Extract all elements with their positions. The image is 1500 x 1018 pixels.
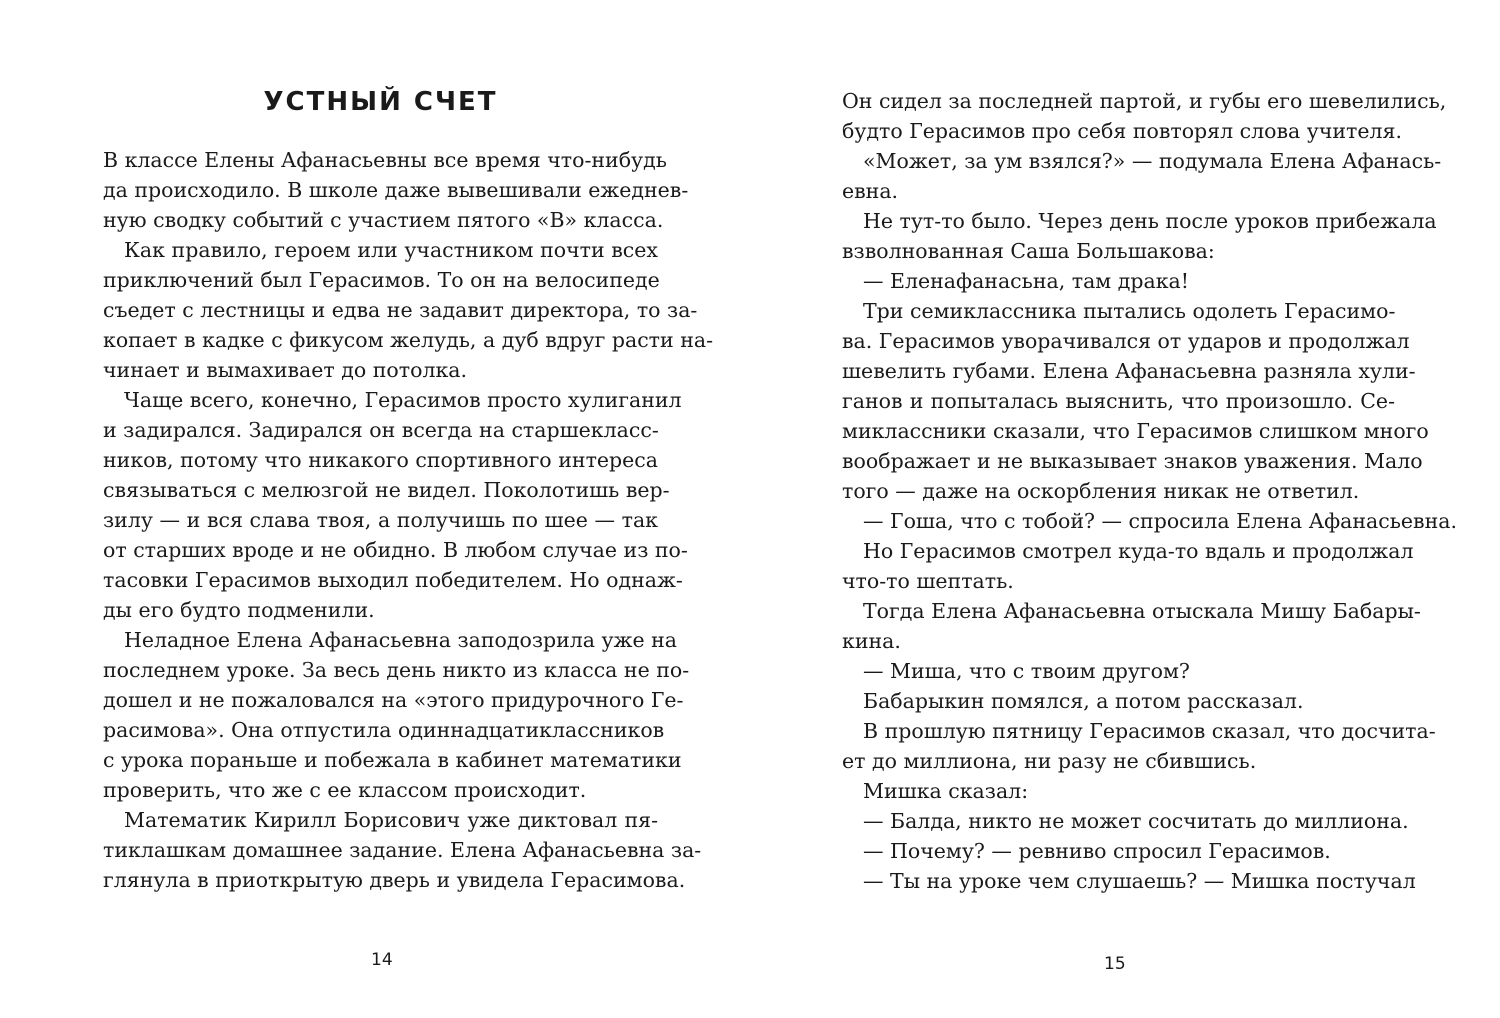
left-page: [103, 0, 714, 1018]
left-page-text: [103, 145, 714, 895]
text-line: В классе Елены Афанасьевны все время что-нибудь: [103, 148, 667, 172]
text-line: копает в кадке с фикусом желудь, а дуб вдруг расти на-: [103, 328, 714, 352]
text-line: — Миша, что с твоим другом?: [863, 659, 1190, 683]
text-line: ет до миллиона, ни разу не сбившись.: [842, 749, 1257, 773]
text-line: расимова». Она отпустила одиннадцатиклассников: [103, 718, 665, 742]
text-line: шевелить губами. Елена Афанасьевна разняла хули-: [842, 359, 1416, 383]
text-line: последнем уроке. За весь день никто из класса не по-: [103, 658, 690, 682]
text-line: да происходило. В школе даже вывешивали ежеднев-: [103, 178, 689, 202]
text-line: Неладное Елена Афанасьевна заподозрила уже на: [124, 628, 677, 652]
text-line: воображает и не выказывает знаков уважения. Мало: [842, 449, 1423, 473]
text-line: миклассники сказали, что Герасимов слишком много: [842, 419, 1429, 443]
text-line: проверить, что же с ее классом происходит.: [103, 778, 587, 802]
text-line: приключений был Герасимов. То он на велосипеде: [103, 268, 660, 292]
text-line: Бабарыкин помялся, а потом рассказал.: [863, 689, 1304, 713]
text-line: связываться с мелюзгой не видел. Поколотишь вер-: [103, 478, 670, 502]
page-number-left: 14: [371, 950, 393, 970]
text-line: Математик Кирилл Борисович уже диктовал пя-: [124, 808, 658, 832]
text-line: кина.: [842, 629, 901, 653]
text-line: Как правило, героем или участником почти всех: [124, 238, 658, 262]
text-line: — Почему? — ревниво спросил Герасимов.: [863, 839, 1331, 863]
text-line: Он сидел за последней партой, и губы его шевелились,: [842, 89, 1447, 113]
text-line: — Гоша, что с тобой? — спросила Елена Афанасьевна.: [863, 509, 1457, 533]
text-line: ганов и попыталась выяснить, что произошло. Се-: [842, 389, 1395, 413]
text-line: ва. Герасимов уворачивался от ударов и продолжал: [842, 329, 1410, 353]
text-line: дошел и не пожаловался на «этого придурочного Ге-: [103, 688, 684, 712]
text-line: чинает и вымахивает до потолка.: [103, 358, 468, 382]
text-line: Три семиклассника пытались одолеть Герасимо-: [863, 299, 1396, 323]
text-line: — Еленафанасьна, там драка!: [863, 269, 1189, 293]
text-line: «Может, за ум взялся?» — подумала Елена Афанась-: [863, 149, 1442, 173]
text-line: Мишка сказал:: [863, 779, 1029, 803]
text-line: В прошлую пятницу Герасимов сказал, что досчита-: [863, 719, 1436, 743]
text-line: глянула в приоткрытую дверь и увидела Герасимова.: [103, 868, 686, 892]
text-line: ную сводку событий с участием пятого «В» класса.: [103, 208, 664, 232]
text-line: с урока пораньше и побежала в кабинет математики: [103, 748, 682, 772]
right-page-text: [842, 86, 1457, 896]
text-line: Чаще всего, конечно, Герасимов просто хулиганил: [124, 388, 682, 412]
chapter-title: УСТНЫЙ СЧЕТ: [263, 87, 498, 117]
text-line: того — даже на оскорбления никак не ответил.: [842, 479, 1360, 503]
text-line: тиклашкам домашнее задание. Елена Афанасьевна за-: [103, 838, 702, 862]
text-line: что-то шептать.: [842, 569, 1014, 593]
text-line: от старших вроде и не обидно. В любом случае из по-: [103, 538, 688, 562]
text-line: — Балда, никто не может сосчитать до миллиона.: [863, 809, 1409, 833]
text-line: Но Герасимов смотрел куда-то вдаль и продолжал: [863, 539, 1414, 563]
text-line: Не тут-то было. Через день после уроков прибежала: [863, 209, 1437, 233]
text-line: съедет с лестницы и едва не задавит директора, то за-: [103, 298, 698, 322]
text-line: и задирался. Задирался он всегда на старшекласс-: [103, 418, 659, 442]
right-page: [842, 0, 1457, 1018]
text-line: Тогда Елена Афанасьевна отыскала Мишу Бабары-: [863, 599, 1421, 623]
text-line: тасовки Герасимов выходил победителем. Но однаж-: [103, 568, 683, 592]
text-line: зилу — и вся слава твоя, а получишь по шее — так: [103, 508, 658, 532]
page-number-right: 15: [1104, 954, 1126, 974]
text-line: будто Герасимов про себя повторял слова учителя.: [842, 119, 1402, 143]
text-line: взволнованная Саша Большакова:: [842, 239, 1215, 263]
text-line: — Ты на уроке чем слушаешь? — Мишка постучал: [863, 869, 1416, 893]
text-line: евна.: [842, 179, 899, 203]
text-line: ды его будто подменили.: [103, 598, 375, 622]
text-line: ников, потому что никакого спортивного интереса: [103, 448, 658, 472]
